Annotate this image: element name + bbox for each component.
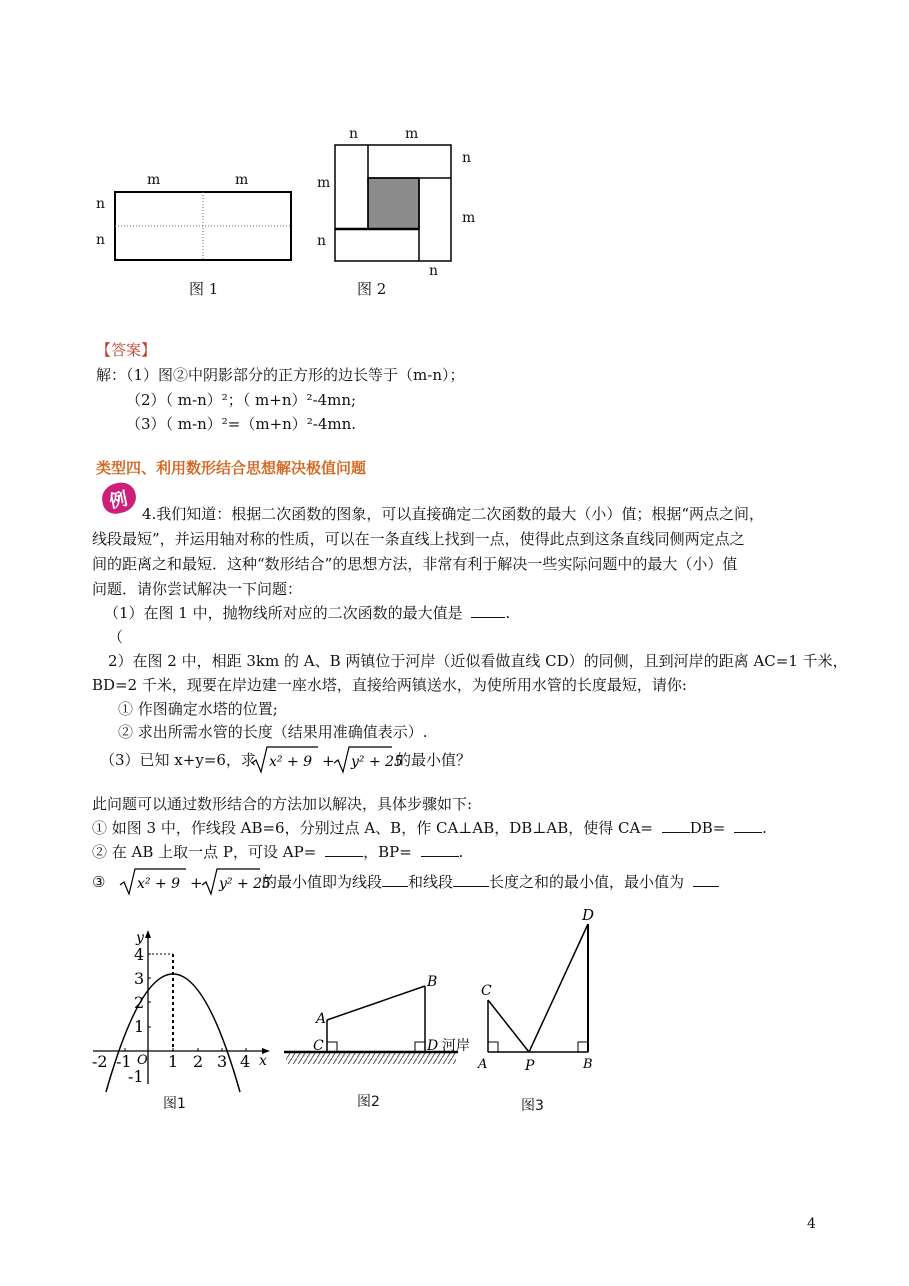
- x-tick-2: 2: [193, 1052, 204, 1071]
- fig2-label-1: n: [349, 126, 359, 142]
- parabola-graph: [88, 924, 278, 1094]
- y-tick-neg1: -1: [128, 1067, 144, 1086]
- problem-intro-line-3: 间的距离之和最短．这种“数形结合”的思想方法，非常有利于解决一些实际问题中的最大（小）值: [92, 555, 738, 573]
- fig3-point-a: A: [478, 1057, 488, 1072]
- fig2-caption: 图 2: [357, 280, 387, 298]
- river-label: 河岸: [442, 1038, 470, 1054]
- fig1-caption: 图 1: [189, 280, 219, 298]
- bottom-fig3-caption: 图3: [521, 1098, 544, 1114]
- step-1-text-b: DB=: [689, 819, 726, 837]
- geometry-diagram-3: [472, 904, 602, 1079]
- fig2-label-5: m: [462, 210, 476, 226]
- fig2-label-3: n: [462, 150, 472, 166]
- fig2-label-4: m: [317, 175, 331, 191]
- step-1-blank-db[interactable]: [734, 818, 762, 833]
- question-2-line-2: BD=2 千米，现要在岸边建一座水塔，直接给两镇送水，为使所用水管的长度最短，请你:: [92, 676, 687, 694]
- answer-line-2: （2）（ m-n）²；（ m+n）²-4mn;: [126, 391, 357, 409]
- step-3-blank-seg2[interactable]: [453, 872, 489, 887]
- y-tick-4: 4: [134, 945, 145, 964]
- fig3-point-c: C: [481, 983, 492, 999]
- x-axis-label: x: [259, 1053, 267, 1069]
- fig2-point-a: A: [316, 1011, 327, 1027]
- step-3: [262, 872, 719, 892]
- rectangle-figure-1: [90, 168, 300, 268]
- question-2-sub-1: ① 作图确定水塔的位置;: [118, 700, 278, 718]
- question-3-pre: （3）已知 x+y=6，求: [100, 751, 256, 769]
- sqrt-expression-step3: [118, 865, 271, 899]
- fig1-top-label-2: m: [235, 172, 249, 188]
- question-1-text: （1）在图 1 中，抛物线所对应的二次函数的最大值是: [104, 604, 463, 622]
- step-3-text-c: 长度之和的最小值，最小值为: [489, 873, 685, 891]
- step-3-text-b: 和线段: [408, 873, 454, 891]
- step-2: [92, 842, 463, 862]
- question-1-end: .: [505, 604, 511, 622]
- step-1-end: .: [762, 819, 767, 837]
- step-1: [92, 818, 767, 838]
- fig1-side-label-1: n: [96, 196, 106, 212]
- example-badge-label: 例: [107, 488, 130, 513]
- bottom-fig2-caption: 图2: [357, 1094, 380, 1110]
- answer-line-1: 解：（1）图②中阴影部分的正方形的边长等于（m-n）；: [96, 366, 465, 384]
- step-2-end: .: [458, 843, 464, 861]
- fig2-point-c: C: [313, 1038, 324, 1054]
- question-1-blank[interactable]: [471, 603, 505, 618]
- x-tick-neg2: -2: [92, 1052, 108, 1071]
- x-tick-1: 1: [168, 1052, 179, 1071]
- y-tick-3: 3: [134, 969, 145, 988]
- y-tick-1: 1: [134, 1017, 145, 1036]
- fig2-label-2: m: [405, 126, 419, 142]
- step3-sqrt-expr-b: y² + 25: [219, 876, 271, 892]
- y-tick-2: 2: [134, 993, 145, 1012]
- step-3-number: ③: [92, 873, 106, 891]
- step-1-text-a: ① 如图 3 中，作线段 AB=6，分别过点 A、B，作 CA⊥AB，DB⊥AB，使得 CA=: [92, 819, 653, 837]
- answer-tag: 【答案】: [96, 341, 157, 359]
- question-2-line-1: 2）在图 2 中，相距 3km 的 A、B 两镇位于河岸（近似看做直线 CD）的同侧，且到河岸的距离 AC=1 千米，: [108, 652, 848, 670]
- question-3-post: 的最小值？: [396, 751, 472, 769]
- step-3-blank-seg1[interactable]: [382, 872, 408, 887]
- fig2-label-7: n: [429, 263, 439, 279]
- fig1-side-label-2: n: [96, 232, 106, 248]
- step-2-blank-ap[interactable]: [325, 842, 363, 857]
- fig2-label-6: n: [317, 233, 327, 249]
- fig2-point-d: D: [427, 1038, 439, 1054]
- stray-paren: （: [108, 628, 124, 646]
- fig1-top-label-1: m: [147, 172, 161, 188]
- fig3-point-b: B: [583, 1057, 593, 1072]
- sqrt-expr-a: x² + 9: [269, 754, 313, 770]
- bottom-fig1-caption: 图1: [163, 1096, 186, 1112]
- svg-text:+: +: [322, 752, 335, 770]
- step-3-text-a: 的最小值即为线段: [262, 873, 383, 891]
- river-bank-diagram: [282, 970, 482, 1072]
- x-tick-neg1: -1: [116, 1052, 132, 1071]
- x-tick-3: 3: [217, 1052, 228, 1071]
- sqrt-expr-b: y² + 25: [351, 754, 403, 770]
- origin-label: O: [137, 1053, 148, 1068]
- problem-intro-line-1: 4.我们知道：根据二次函数的图象，可以直接确定二次函数的最大（小）值；根据“两点之间，: [142, 505, 764, 523]
- problem-intro-line-2: 线段最短”，并运用轴对称的性质，可以在一条直线上找到一点，使得此点到这条直线同侧两定点之: [92, 530, 745, 548]
- example-badge: [99, 480, 138, 516]
- step-3-blank-min[interactable]: [693, 872, 719, 887]
- question-1: [104, 603, 510, 623]
- step-1-blank-ca[interactable]: [662, 818, 690, 833]
- step3-sqrt-expr-a: x² + 9: [137, 876, 181, 892]
- answer-line-3: （3）（ m-n）²=（m+n）²-4mn.: [126, 415, 357, 433]
- fig2-point-b: B: [427, 974, 438, 990]
- fig3-point-p: P: [525, 1058, 535, 1074]
- section-title: 类型四、利用数形结合思想解决极值问题: [96, 459, 367, 477]
- fig3-point-d: D: [582, 906, 595, 924]
- page-number: 4: [807, 1216, 816, 1232]
- step-2-text-a: ② 在 AB 上取一点 P，可设 AP=: [92, 843, 317, 861]
- y-axis-label: y: [136, 930, 144, 946]
- question-2-sub-2: ② 求出所需水管的长度（结果用准确值表示）.: [118, 723, 428, 741]
- svg-text:+: +: [190, 874, 203, 892]
- problem-intro-line-4: 问题．请你尝试解决一下问题：: [92, 580, 303, 598]
- method-intro: 此问题可以通过数形结合的方法加以解决，具体步骤如下:: [92, 795, 473, 813]
- x-tick-4: 4: [240, 1052, 251, 1071]
- square-figure-2: [330, 140, 460, 270]
- step-2-blank-bp[interactable]: [421, 842, 459, 857]
- sqrt-expression-q3: [250, 743, 403, 777]
- step-2-text-b: ，BP=: [363, 843, 412, 861]
